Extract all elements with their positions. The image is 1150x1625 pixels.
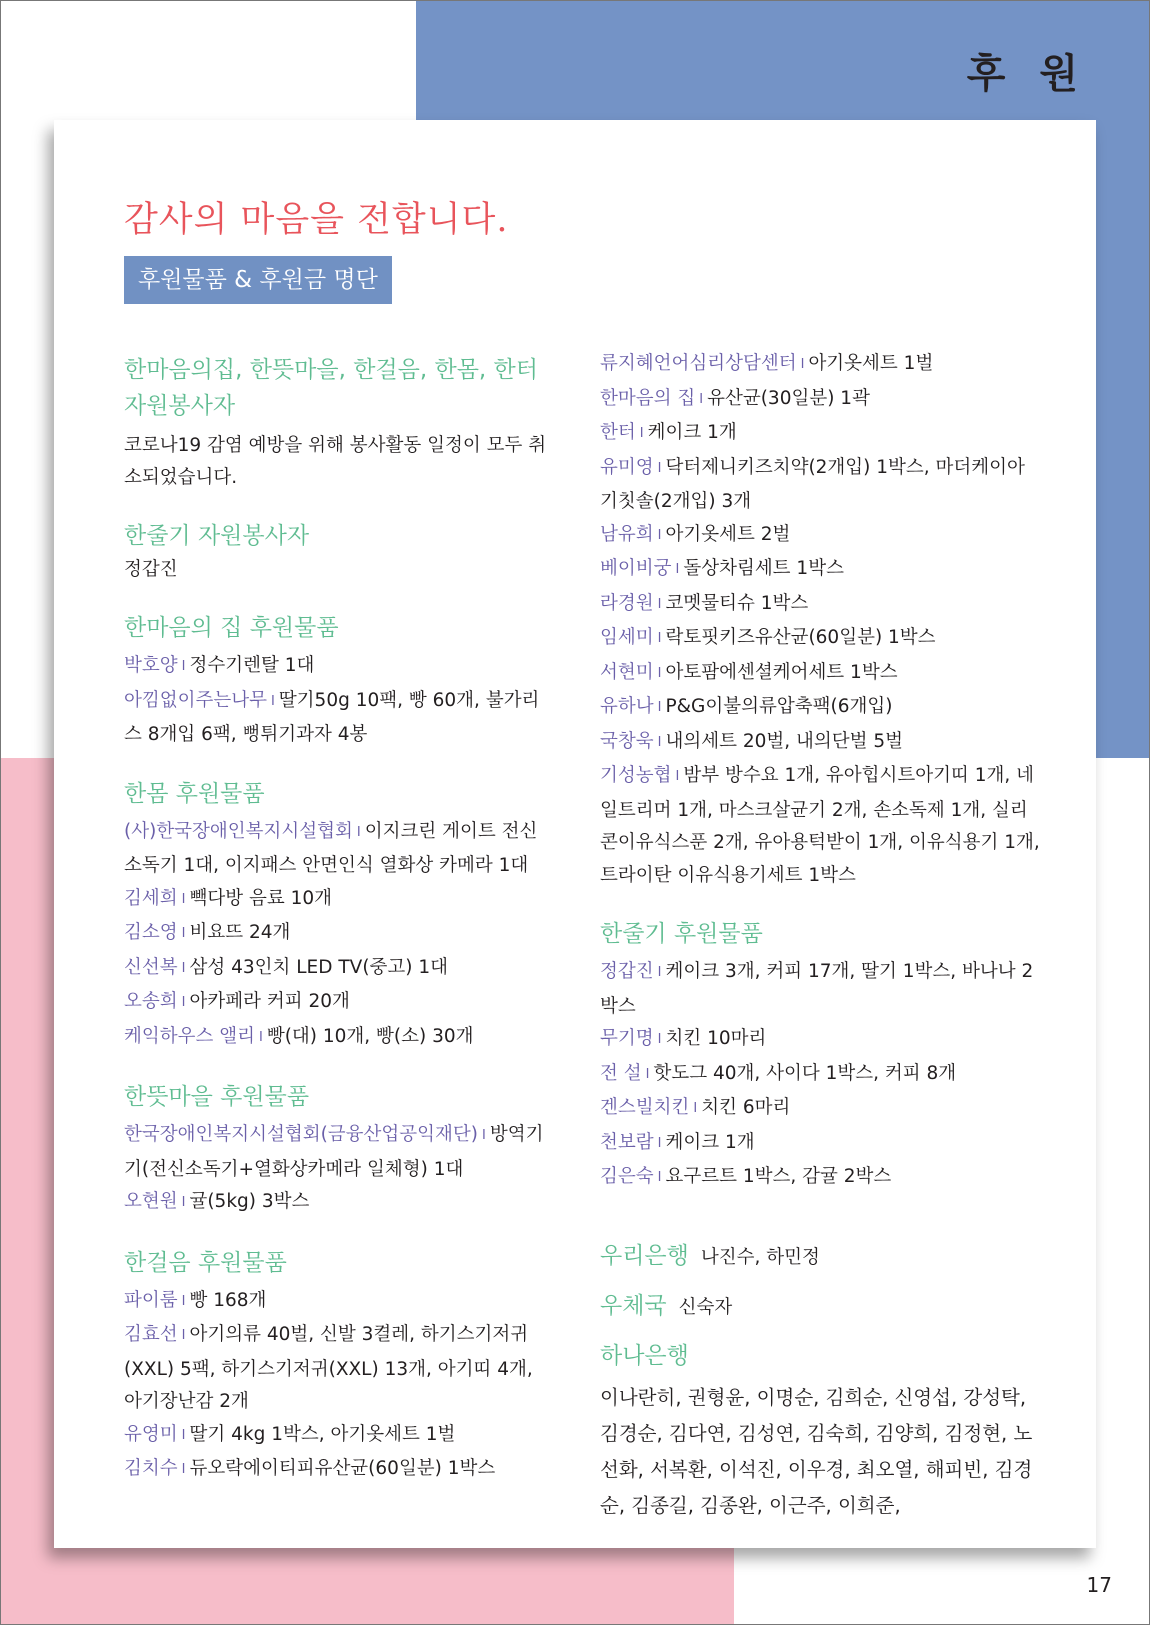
- donor-item: [600, 1127, 1040, 1162]
- donor-name: 오송희: [124, 991, 178, 1012]
- hanmaeum-donation-group: [124, 610, 549, 752]
- hangeoreum-donation-group: [124, 1245, 549, 1488]
- separator: I: [657, 734, 662, 750]
- separator: I: [657, 631, 662, 646]
- donor-name: 한국장애인복지시설협회(금융산업공익재단): [124, 1124, 478, 1145]
- hanjulgi-volunteer-group: [124, 518, 549, 586]
- donor-name: 기성농협: [600, 765, 672, 786]
- donation-desc: 귤(5kg) 3박스: [189, 1191, 310, 1212]
- donor-item: [600, 1023, 1040, 1058]
- donor-item: [600, 383, 1040, 418]
- separator: I: [699, 391, 704, 407]
- separator: I: [181, 659, 186, 674]
- donor-name: 유하나: [600, 696, 654, 717]
- donor-name: 신선복: [124, 956, 178, 978]
- bank-donors: 나진수, 하민정: [700, 1246, 820, 1268]
- donor-item: [600, 1058, 1040, 1093]
- separator: I: [258, 1029, 263, 1045]
- donation-desc: 정수기렌탈 1대: [189, 655, 315, 676]
- donation-desc: 닥터제니키즈치약(2개입) 1박스, 마더케이아기칫솔(2개입) 3개: [600, 456, 1025, 512]
- donation-desc: 치킨 10마리: [665, 1028, 767, 1049]
- right-column: [600, 348, 1040, 1524]
- donor-name: 임세미: [600, 627, 654, 648]
- donor-name: 천보람: [600, 1131, 654, 1153]
- donor-item: [600, 553, 1040, 588]
- donor-name: 케익하우스 앨리: [124, 1025, 255, 1047]
- donation-desc: 락토핏키즈유산균(60일분) 1박스: [665, 627, 936, 648]
- donor-item: [600, 726, 1040, 761]
- donation-desc: 비요뜨 24개: [189, 922, 291, 943]
- separator: I: [657, 965, 662, 980]
- hantteut-donation-group: [124, 1079, 549, 1221]
- donor-name: 김은숙: [600, 1166, 654, 1187]
- donation-desc: 아기옷세트 2벌: [665, 523, 791, 545]
- group-title: 한마음의 집 후원물품: [124, 615, 339, 641]
- separator: I: [657, 460, 662, 476]
- bank-name: 우체국: [600, 1292, 667, 1319]
- group-title: 한몸 후원물품: [124, 780, 265, 807]
- donor-item: [124, 952, 549, 987]
- separator: I: [181, 891, 186, 907]
- donation-desc: 치킨 6마리: [701, 1097, 791, 1118]
- donation-desc: 듀오락에이티피유산균(60일분) 1박스: [189, 1458, 496, 1479]
- separator: I: [657, 527, 662, 543]
- group-title: 한마음의집, 한뜻마을, 한걸음, 한몸, 한터 자원봉사자: [124, 357, 538, 419]
- separator: I: [181, 995, 186, 1010]
- donation-desc: 케이크 1개: [647, 422, 737, 443]
- donation-desc: 아기의류 40벌, 신발 3켤레, 하기스기저귀(XXL) 5팩, 하기스기저귀(XXL) 13개, 아기띠 4개, 아기장난감 2개: [124, 1324, 533, 1412]
- donor-item: [600, 417, 1040, 452]
- donor-item: [600, 691, 1040, 726]
- donor-name: 전 설: [600, 1062, 642, 1084]
- donor-item: [124, 1285, 549, 1320]
- donor-item: [600, 622, 1040, 657]
- left-column: [124, 352, 549, 1488]
- donation-desc: 아기옷세트 1벌: [808, 353, 934, 374]
- section-tab: 후 원: [966, 51, 1088, 97]
- bank-name: 하나은행: [600, 1342, 689, 1369]
- donor-name: 박호양: [124, 655, 178, 676]
- volunteer-group: [124, 352, 549, 494]
- donor-name: 무기명: [600, 1028, 654, 1049]
- separator: I: [693, 1101, 698, 1116]
- hangeoreum-donation-continued: [600, 348, 1040, 892]
- group-title: 한뜻마을 후원물품: [124, 1084, 310, 1110]
- donor-name: (사)한국장애인복지시설협회: [124, 820, 353, 842]
- donor-item: [600, 1161, 1040, 1196]
- separator: I: [181, 1328, 186, 1343]
- donor-item: [600, 348, 1040, 383]
- group-note: 코로나19 감염 예방을 위해 봉사활동 일정이 모두 취소되었습니다.: [124, 435, 547, 488]
- separator: I: [657, 700, 662, 715]
- donor-name: 베이비궁: [600, 558, 672, 579]
- donation-desc: 빵 168개: [189, 1289, 267, 1311]
- separator: I: [657, 665, 662, 681]
- separator: I: [181, 1462, 186, 1477]
- hanjulgi-donation-group: [600, 916, 1040, 1196]
- donor-name: 오현원: [124, 1191, 178, 1212]
- donor-name: 김세희: [124, 887, 178, 909]
- donor-item: [124, 986, 549, 1021]
- separator: I: [645, 1066, 650, 1082]
- donor-name: 김효선: [124, 1324, 178, 1345]
- donation-desc: 딸기 4kg 1박스, 아기옷세트 1벌: [189, 1423, 456, 1445]
- group-note: 정갑진: [124, 559, 178, 580]
- donation-desc: P&G이불의류압축팩(6개입): [665, 696, 893, 717]
- group-title: 한줄기 자원봉사자: [124, 523, 310, 549]
- donor-name: 한터: [600, 422, 636, 443]
- separator: I: [181, 1427, 186, 1443]
- donation-desc: 요구르트 1박스, 감귤 2박스: [665, 1166, 892, 1187]
- donor-name: 정갑진: [600, 961, 654, 982]
- donor-name: 라경원: [600, 592, 654, 614]
- donor-name: 한마음의 집: [600, 387, 696, 409]
- donor-item: [124, 685, 549, 752]
- separator: I: [657, 1135, 662, 1151]
- separator: I: [657, 1032, 662, 1047]
- separator: I: [639, 426, 644, 441]
- donor-name: 서현미: [600, 661, 654, 683]
- donor-name: 아낌없이주는나무: [124, 689, 267, 711]
- bank-post: [600, 1288, 1040, 1324]
- donation-desc: 코멧물티슈 1박스: [665, 592, 809, 614]
- donor-name: 남유희: [600, 523, 654, 545]
- donor-item: [124, 1021, 549, 1056]
- hanmom-donation-group: [124, 776, 549, 1056]
- donation-desc: 빽다방 음료 10개: [189, 887, 332, 909]
- donation-desc: 케이크 1개: [665, 1131, 755, 1153]
- donor-item: [600, 657, 1040, 692]
- donor-item: [600, 956, 1040, 1023]
- donor-item: [124, 883, 549, 918]
- donation-desc: 삼성 43인치 LED TV(중고) 1대: [189, 956, 449, 978]
- separator: I: [482, 1128, 486, 1143]
- page-number: 17: [1086, 1573, 1112, 1597]
- donor-name: 파이룸: [124, 1289, 178, 1311]
- separator: I: [181, 1195, 186, 1210]
- donor-item: [124, 1453, 549, 1488]
- content-card: [54, 120, 1096, 1548]
- donation-desc: 유산균(30일분) 1곽: [707, 387, 870, 409]
- list-banner: 후원물품 & 후원금 명단: [124, 256, 392, 304]
- donor-name: 겐스빌치킨: [600, 1097, 690, 1118]
- separator: I: [675, 562, 680, 577]
- group-title: 한걸음 후원물품: [124, 1249, 287, 1276]
- donor-name: 김치수: [124, 1458, 178, 1479]
- donor-name: 김소영: [124, 922, 178, 943]
- separator: I: [181, 1293, 186, 1309]
- donation-desc: 아토팜에센셜케어세트 1박스: [665, 661, 898, 683]
- donor-item: [124, 816, 549, 883]
- donor-name: 유미영: [600, 456, 654, 478]
- bank-donors: 이나란히, 권형윤, 이명순, 김희순, 신영섭, 강성탁, 김경순, 김다연, 김성연, 김숙희, 김양희, 김정현, 노선화, 서복환, 이석진, 이우경, 최오열, 해피빈, 김경순, 김종길, 김종완, 이근주, 이희준,: [600, 1385, 1033, 1517]
- donation-desc: 방역기기(전신소독기+열화상카메라 일체형) 1대: [124, 1124, 544, 1180]
- donor-item: [124, 1186, 549, 1221]
- group-title: 한줄기 후원물품: [600, 921, 763, 947]
- donor-item: [600, 519, 1040, 554]
- donation-desc: 핫도그 40개, 사이다 1박스, 커피 8개: [653, 1062, 957, 1084]
- donor-item: [124, 917, 549, 952]
- donor-item: [600, 452, 1040, 519]
- donor-item: [124, 1319, 549, 1419]
- donation-desc: 빵(대) 10개, 빵(소) 30개: [266, 1025, 474, 1047]
- donation-desc: 밤부 방수요 1개, 유아힙시트아기띠 1개, 네일트리머 1개, 마스크살균기 2개, 손소독제 1개, 실리콘이유식스푼 2개, 유아용턱받이 1개, 이유식용기 1개, 트라이탄 이유식용기세트 1박스: [600, 765, 1040, 886]
- bank-donors: 신숙자: [678, 1296, 733, 1318]
- bank-woori: [600, 1238, 1040, 1274]
- separator: I: [181, 960, 186, 976]
- separator: I: [356, 824, 361, 840]
- donor-name: 유영미: [124, 1423, 178, 1445]
- donor-item: [600, 760, 1040, 892]
- donor-name: 류지혜언어심리상담센터: [600, 353, 797, 374]
- donation-desc: 아카페라 커피 20개: [189, 991, 350, 1012]
- separator: I: [675, 769, 680, 784]
- bank-hana: [600, 1338, 1040, 1524]
- separator: I: [181, 926, 186, 941]
- donation-desc: 딸기50g 10팩, 빵 60개, 불가리스 8개입 6팩, 뻥튀기과자 4봉: [124, 689, 540, 745]
- donor-item: [600, 588, 1040, 623]
- donor-item: [124, 650, 549, 685]
- donation-desc: 이지크린 게이트 전신소독기 1대, 이지패스 안면인식 열화상 카메라 1대: [124, 820, 538, 876]
- separator: I: [270, 693, 275, 709]
- page-heading: 감사의 마음을 전합니다.: [124, 200, 509, 240]
- separator: I: [800, 357, 805, 372]
- donation-desc: 케이크 3개, 커피 17개, 딸기 1박스, 바나나 2박스: [600, 961, 1034, 1017]
- separator: I: [657, 596, 662, 612]
- separator: I: [657, 1170, 662, 1185]
- donor-name: 국창욱: [600, 730, 654, 752]
- donor-item: [124, 1419, 549, 1454]
- donation-desc: 내의세트 20벌, 내의단벌 5벌: [665, 730, 904, 752]
- bank-name: 우리은행: [600, 1242, 689, 1269]
- donor-item: [600, 1092, 1040, 1127]
- donor-item: [124, 1119, 549, 1186]
- donation-desc: 돌상차림세트 1박스: [683, 558, 844, 579]
